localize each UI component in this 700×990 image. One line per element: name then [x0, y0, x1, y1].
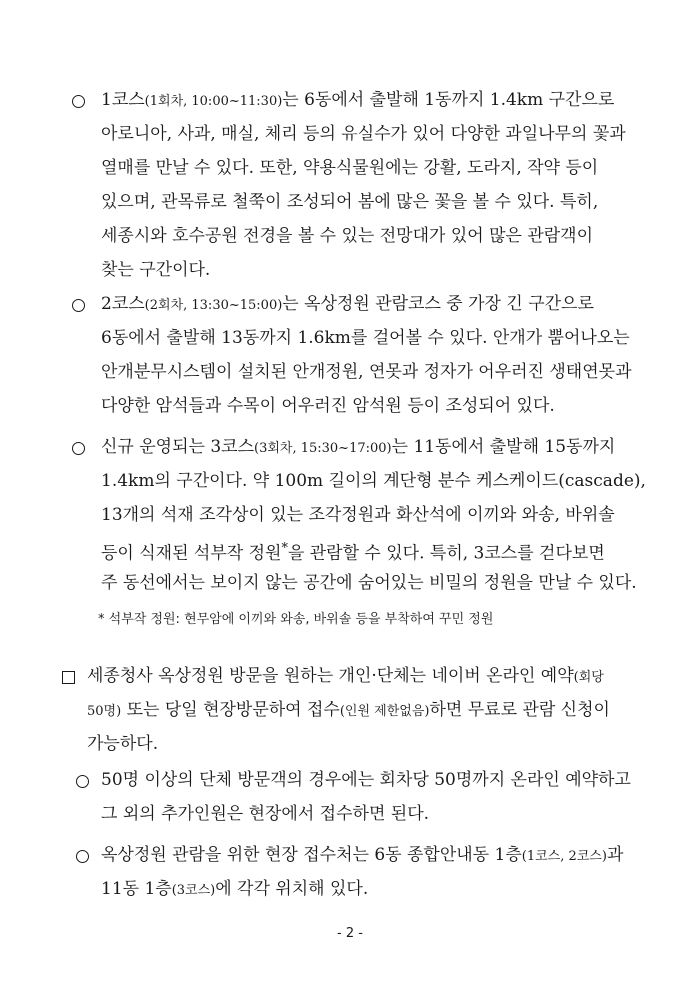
p2-line-3: 안개분무시스템이 설치된 안개정원, 연못과 정자가 어우러진 생태연못과 [101, 362, 632, 382]
p6-text: 과 [606, 845, 624, 865]
p1-text: 1코스 [101, 90, 145, 110]
p6-text: 11동 1층 [101, 879, 172, 899]
circle-bullet-icon [72, 442, 85, 455]
p4-line-3: 가능하다. [87, 734, 159, 754]
footnote-marker: * [281, 541, 288, 556]
p1-line-3: 열매를 만날 수 있다. 또한, 약용식물원에는 강활, 도라지, 작약 등이 [101, 158, 599, 178]
footnote: * 석부작 정원: 현무암에 이끼와 와송, 바위솔 등을 부착하여 꾸민 정원 [98, 612, 494, 627]
p3-line-2: 1.4km의 구간이다. 약 100m 길이의 계단형 분수 케스케이드(cascade), [101, 471, 646, 491]
p2-line-4: 다양한 암석들과 수목이 어우러진 암석원 등이 조성되어 있다. [101, 396, 555, 416]
p4-note: (인원 제한없음) [339, 704, 430, 719]
p3-schedule: (3회차, 15:30~17:00) [254, 441, 392, 456]
p1-line-6: 찾는 구간이다. [101, 260, 211, 280]
p3-line-3: 13개의 석재 조각상이 있는 조각정원과 화산석에 이끼와 와송, 바위솔 [101, 505, 615, 525]
p3-line-4 [101, 537, 605, 566]
circle-bullet-icon [76, 775, 89, 788]
p4-line-2 [87, 698, 610, 724]
p1-line-4: 있으며, 관목류로 철쭉이 조성되어 봄에 많은 꽃을 볼 수 있다. 특히, [101, 192, 599, 212]
p1-line-1 [101, 88, 614, 114]
p1-text: 는 6동에서 출발해 1동까지 1.4km 구간으로 [282, 90, 615, 110]
p4-line-1 [87, 664, 604, 690]
p6-note: (1코스, 2코스) [521, 849, 607, 864]
p5-line-1: 50명 이상의 단체 방문객의 경우에는 회차당 50명까지 온라인 예약하고 [101, 770, 631, 790]
p2-text: 2코스 [101, 294, 145, 314]
p4-note: 50명) [87, 704, 122, 719]
p3-text: 신규 운영되는 3코스 [101, 437, 254, 457]
p3-text: 는 11동에서 출발해 15동까지 [391, 437, 616, 457]
p6-text: 옥상정원 관람을 위한 현장 접수처는 6동 종합안내동 1층 [101, 845, 522, 865]
p6-line-1 [101, 843, 623, 869]
p2-schedule: (2회차, 13:30~15:00) [144, 298, 283, 313]
square-bullet-icon [62, 671, 75, 684]
page-number: - 2 - [337, 926, 363, 941]
circle-bullet-icon [76, 850, 89, 863]
p2-line-1 [101, 292, 594, 318]
p4-text: 또는 당일 현장방문하여 접수 [121, 700, 340, 720]
p5-line-2: 그 외의 추가인원은 현장에서 접수하면 된다. [101, 804, 430, 824]
p2-text: 는 옥상정원 관람코스 중 가장 긴 구간으로 [282, 294, 594, 314]
circle-bullet-icon [72, 299, 85, 312]
p3-text: 등이 식재된 석부작 정원 [101, 543, 282, 564]
p1-schedule: (1회차, 10:00~11:30) [144, 94, 283, 109]
p4-text: 하면 무료로 관람 신청이 [429, 700, 610, 720]
p3-line-1 [101, 435, 615, 461]
circle-bullet-icon [72, 95, 85, 108]
p6-line-2 [101, 877, 368, 903]
p4-text: 세종청사 옥상정원 방문을 원하는 개인·단체는 네이버 온라인 예약 [87, 666, 574, 686]
p1-line-2: 아로니아, 사과, 매실, 체리 등의 유실수가 있어 다양한 과일나무의 꽃과 [101, 124, 626, 144]
p6-text: 에 각각 위치해 있다. [215, 879, 369, 899]
p6-note: (3코스) [171, 883, 216, 898]
p2-line-2: 6동에서 출발해 13동까지 1.6km를 걸어볼 수 있다. 안개가 뿜어나오는 [101, 328, 630, 348]
p3-text: 을 관람할 수 있다. 특히, 3코스를 걷다보면 [287, 543, 605, 564]
p4-note: (회당 [573, 670, 604, 685]
p1-line-5: 세종시와 호수공원 전경을 볼 수 있는 전망대가 있어 많은 관람객이 [101, 226, 594, 246]
p3-line-5: 주 동선에서는 보이지 않는 공간에 숨어있는 비밀의 정원을 만날 수 있다. [101, 573, 637, 593]
